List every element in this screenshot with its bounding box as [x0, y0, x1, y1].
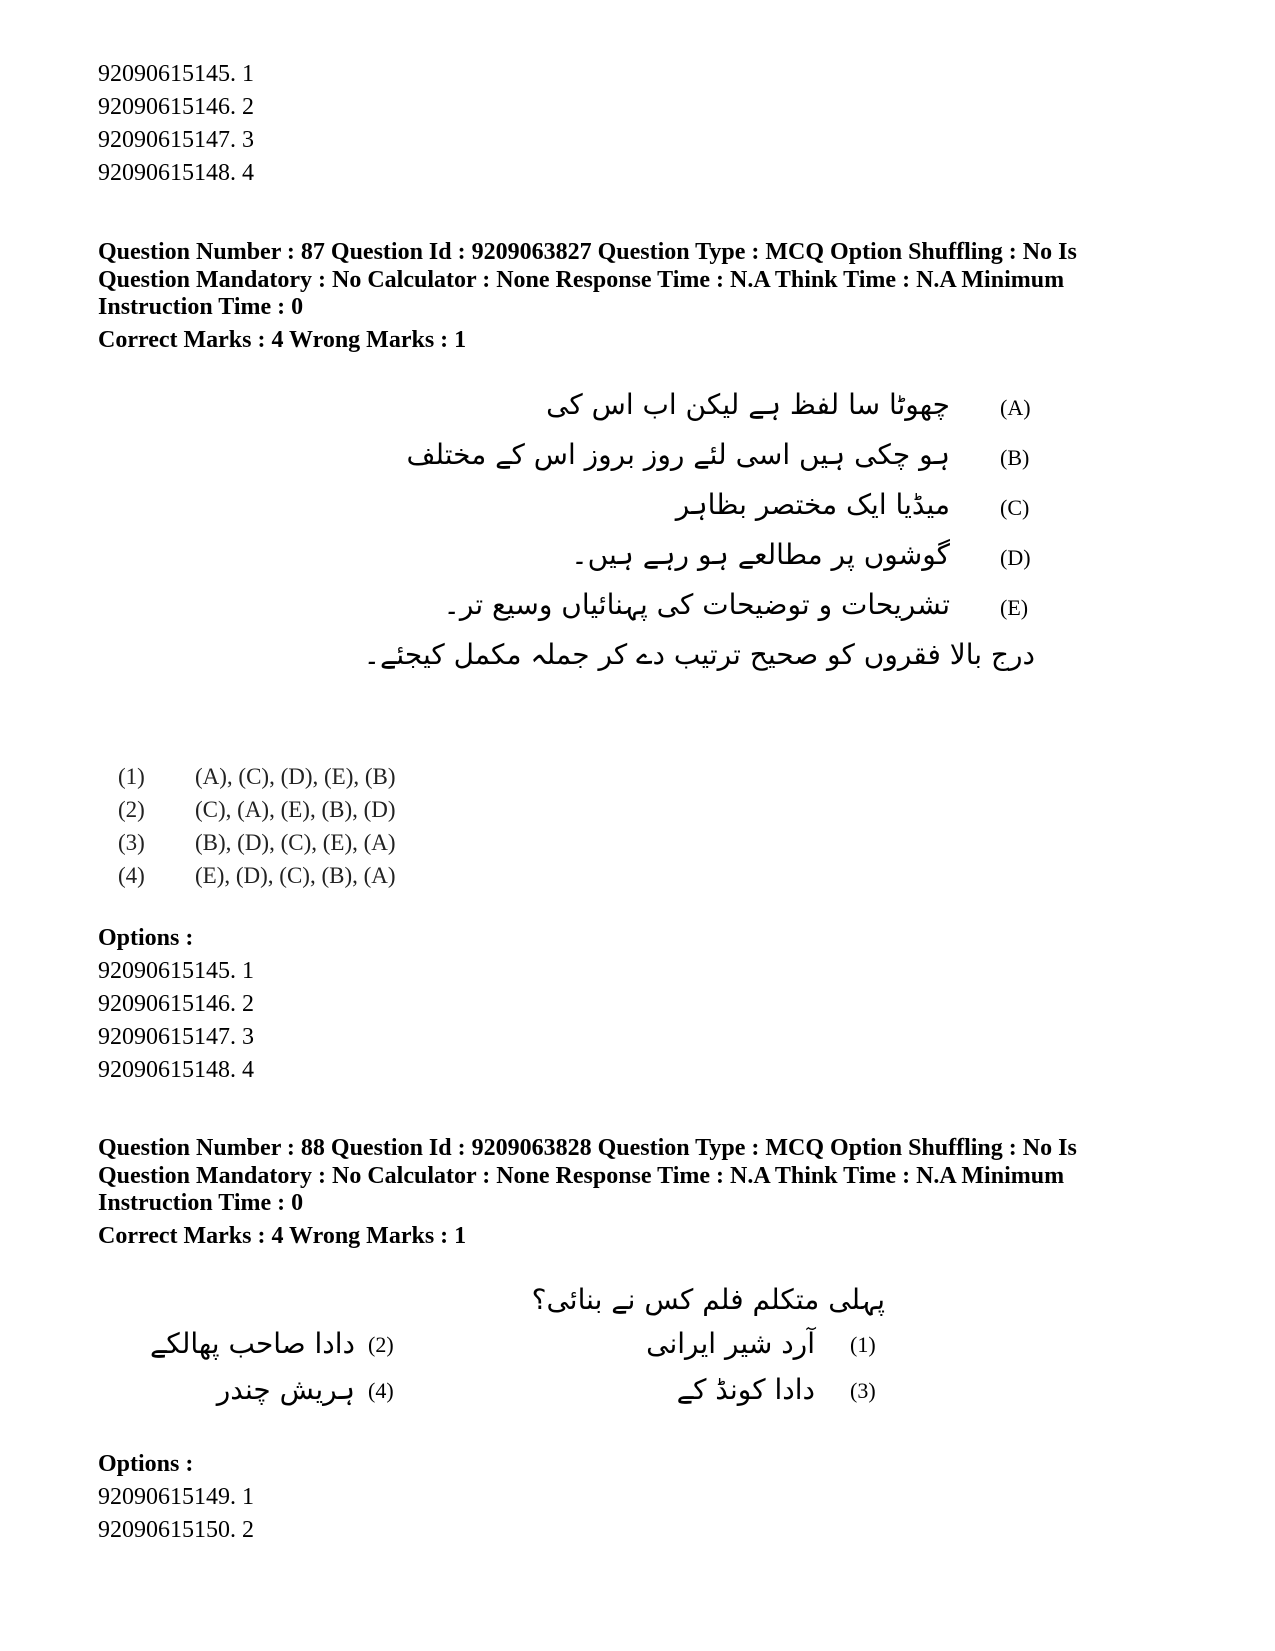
q88-question: پہلی متکلم فلم کس نے بنائی؟	[531, 1283, 885, 1316]
q88-choice-number: (4)	[368, 1378, 394, 1403]
q87-statement-d: گوشوں پر مطالعے ہو رہے ہیں۔	[571, 538, 950, 571]
q87-choice-text: (A), (C), (D), (E), (B)	[195, 764, 396, 789]
q88-choice-number: (1)	[850, 1332, 876, 1357]
q87-statement-c: میڈیا ایک مختصر بظاہر	[675, 488, 950, 521]
option-line: 92090615149. 1	[98, 1484, 254, 1510]
q87-statement-label: (A)	[1000, 395, 1031, 420]
q87-statement-a: چھوٹا سا لفظ ہے لیکن اب اس کی	[546, 388, 950, 421]
option-line: 92090615146. 2	[98, 94, 254, 120]
option-line: 92090615145. 1	[98, 958, 254, 984]
q88-choice-text: دادا صاحب پھالکے	[149, 1327, 355, 1360]
q88-header-line: Question Mandatory : No Calculator : None Response Time : N.A Think Time : N.A Minimum	[98, 1163, 1065, 1189]
q88-header-line: Instruction Time : 0	[98, 1190, 304, 1216]
q88-options-label: Options :	[98, 1451, 194, 1477]
q88-choice-number: (3)	[850, 1378, 876, 1403]
q87-statement-e: تشریحات و توضیحات کی پہنائیاں وسیع تر۔	[443, 588, 950, 621]
q87-statement-b: ہو چکی ہیں اسی لئے روز بروز اس کے مختلف	[406, 438, 950, 471]
q87-choice-number: (3)	[118, 830, 145, 855]
q87-choice-number: (1)	[118, 764, 145, 789]
option-line: 92090615145. 1	[98, 61, 254, 87]
q87-choice-number: (2)	[118, 797, 145, 822]
q87-statement-label: (D)	[1000, 545, 1031, 570]
q88-choice-text: ہریش چندر	[216, 1373, 355, 1406]
option-line: 92090615148. 4	[98, 160, 254, 186]
q87-options-label: Options :	[98, 925, 194, 951]
q87-instruction: درج بالا فقروں کو صحیح ترتیب دے کر جملہ مکمل کیجئے۔	[363, 638, 1035, 671]
option-line: 92090615148. 4	[98, 1057, 254, 1083]
q88-choice-text: دادا کونڈ کے	[676, 1373, 815, 1406]
q87-statement-label: (E)	[1000, 595, 1029, 620]
q87-header-line: Question Number : 87 Question Id : 9209063827 Question Type : MCQ Option Shuffling : No Is	[98, 239, 1077, 265]
option-line: 92090615146. 2	[98, 991, 254, 1017]
q88-marks: Correct Marks : 4 Wrong Marks : 1	[98, 1223, 467, 1249]
q88-choice-text: آرد شیر ایرانی	[646, 1327, 815, 1360]
q87-choice-text: (E), (D), (C), (B), (A)	[195, 863, 396, 888]
q87-choice-text: (B), (D), (C), (E), (A)	[195, 830, 396, 855]
q87-statement-label: (B)	[1000, 445, 1030, 470]
q87-choice-number: (4)	[118, 863, 145, 888]
q88-header-line: Question Number : 88 Question Id : 9209063828 Question Type : MCQ Option Shuffling : No Is	[98, 1135, 1077, 1161]
q87-statement-label: (C)	[1000, 495, 1030, 520]
option-line: 92090615150. 2	[98, 1517, 254, 1543]
q87-header-line: Question Mandatory : No Calculator : None Response Time : N.A Think Time : N.A Minimum	[98, 267, 1065, 293]
q88-choice-number: (2)	[368, 1332, 394, 1357]
q87-choice-text: (C), (A), (E), (B), (D)	[195, 797, 396, 822]
q87-header-line: Instruction Time : 0	[98, 294, 304, 320]
q87-marks: Correct Marks : 4 Wrong Marks : 1	[98, 327, 467, 353]
option-line: 92090615147. 3	[98, 1024, 254, 1050]
option-line: 92090615147. 3	[98, 127, 254, 153]
